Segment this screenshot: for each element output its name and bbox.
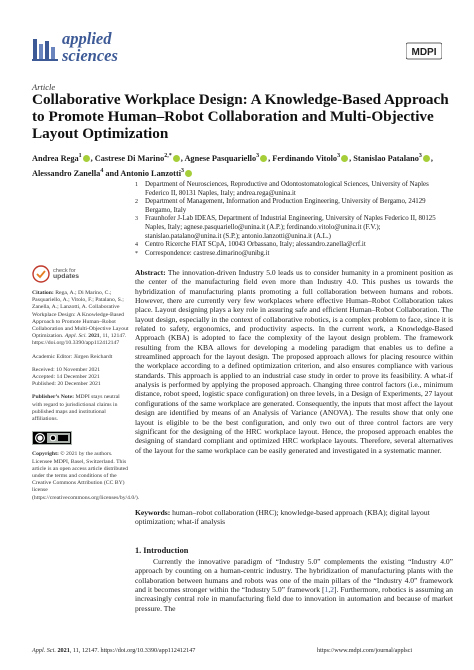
reference-link-2[interactable]: 2 xyxy=(330,585,335,595)
abstract-text: The innovation-driven Industry 5.0 leads us to consider humanity in a prominent position as the center of the manufacturing field even more than Industry 4.0. This pushes us towards the hybridization of manufacturing plants promoting a full collaboration between humans and robots. However, there are currently very few workplaces where effective Human–Robot Collaboration takes place. Layout designing plays a key role in assuring safe and efficient Human–Robot Collaboration. The layout design, especially in the context of collaborative robotics, is a complex problem to face, since it is related to safety, ergonomics, and productivity aspects. In the current work, a Knowledge-Based Approach (KBA) is adopted to face the complexity of the layout design problem. The framework resulting from the KBA allows for developing a modeling paradigm that enables us to define a streamlined approach for the layout design. The proposed approach allows for placing resource within the workplace according to a defined optimization criterion, and also ensures compliance with various standards. This approach is applied to an industrial case study in order to prove its feasibility. A what-if analysis is performed by applying the proposed approach. Changing three control factors (i.e., minimum distance, robot speed, logistic space configuration) on three levels, in a Design of Experiments, 27 layout configurations of the same workplace are generated. Consequently, the inputs that most affect the layout design are identified by means of an Analysis of Variance (ANOVA). The results show that only one layout is eligible to be the best configuration, and only two out of three control factors are very significant for the designing of the HRC workplace layout. Hence, the proposed approach enables the designing of standard compliant and optimized HRC workplace layouts. Therefore, several alternatives of the layout for the same workplace can be easily generated and investigated in a systematic manner. xyxy=(135,268,453,455)
footer-journal-link[interactable]: https://www.mdpi.com/journal/applsci xyxy=(317,647,413,654)
publisher-name: MDPI xyxy=(411,47,437,58)
publisher-note-label: Publisher’s Note: xyxy=(32,394,75,401)
publisher-note xyxy=(32,394,130,423)
footer-doi[interactable]: , 11, 12147. https://doi.org/10.3390/app112412147 xyxy=(69,647,196,654)
author-name[interactable]: Agnese Pasquariello xyxy=(184,153,257,163)
author-affiliation-sup: 3 xyxy=(418,153,422,159)
abstract-label: Abstract: xyxy=(135,268,166,277)
journal-logo-icon xyxy=(32,36,58,62)
accepted-date: Accepted: 14 December 2021 xyxy=(32,374,100,381)
affiliation-item xyxy=(135,250,453,259)
affiliation-text: Correspondence: castrese.dimarino@unibg.it xyxy=(145,249,270,257)
reference-separator: , xyxy=(328,585,331,595)
page-title: Collaborative Workplace Design: A Knowledge-Based Approach to Promote Human–Robot Collaboration and Multi-Objective Layout Optimization xyxy=(32,91,449,142)
citation-text: Rega, A.; Di Marino, C.; Pasquariello, A.; Vitolo, F.; Patalano, S.; Zanella, A.; Lanzotti, A. Collaborative Workplace Design: A Knowledge-Based Approach to Promote Human–Robot Collaboration and Multi-Objective Layout Optimization. xyxy=(32,290,129,340)
author-name[interactable]: Castrese Di Marino xyxy=(94,153,165,163)
affiliation-item xyxy=(135,181,453,198)
citation-journal: Appl. Sci. xyxy=(64,333,87,340)
author-affiliation-sup: 2,* xyxy=(164,153,172,159)
affiliation-number: * xyxy=(135,250,138,257)
check-updates-icon xyxy=(32,265,50,283)
publisher-note-text: MDPI stays neutral with regard to jurisdictional claims in published maps and institutional affiliations. xyxy=(32,394,120,423)
received-date: Received: 10 November 2021 xyxy=(32,366,101,373)
journal-name-line2: sciences xyxy=(62,46,118,65)
author-list: Andrea Rega$^1$ , Castrese Di Marino$^{2,*}$ , Agnese Pasquariello$^3$ , Ferdinando Vitolo$^3$ , Stanislao Patalano$^3$ , Alessandro Zanella$^4$ and Antonio Lanzotti$^3$ xyxy=(32,153,433,178)
mdpi-logo-icon xyxy=(406,42,442,60)
author-affiliation-sup: 4 xyxy=(100,167,104,174)
affiliations xyxy=(135,181,453,258)
orcid-icon[interactable] xyxy=(341,155,348,162)
check-updates-line1: check for xyxy=(53,267,76,274)
citation-label: Citation: xyxy=(32,290,54,296)
cc-by-license-icon[interactable] xyxy=(32,431,72,445)
keywords xyxy=(135,508,453,527)
author-name[interactable]: Alessandro Zanella xyxy=(32,168,101,178)
affiliation-item xyxy=(135,215,453,241)
footer-citation xyxy=(32,647,195,654)
affiliation-number: 1 xyxy=(135,182,138,188)
footer-year: 2021 xyxy=(57,647,70,654)
article-type: Article xyxy=(32,82,56,92)
affiliation-text: Department of Neurosciences, Reproductive and Odontostomatological Sciences, University of Naples Federico II, 80131 Naples, Italy; andrea.rega@unina.it xyxy=(145,181,429,197)
author-affiliation-sup: 3 xyxy=(337,153,341,159)
author-name[interactable]: Antonio Lanzotti xyxy=(120,168,182,178)
orcid-icon[interactable] xyxy=(423,155,430,162)
author-affiliation-sup: 3 xyxy=(181,167,185,174)
author-name[interactable]: Ferdinando Vitolo xyxy=(272,153,338,163)
published-date: Published: 20 December 2021 xyxy=(32,381,101,388)
section-heading-introduction: 1. Introduction xyxy=(135,546,189,555)
affiliation-text: Centro Ricerche FIAT SCpA, 10043 Orbassano, Italy; alessandro.zanella@crf.it xyxy=(145,241,366,249)
intro-text-before: Currently the innovative paradigm of “Industry 5.0” complements the existing “Industry 4.0” approach by counting on a human-centric industry. The hybridization of manufacturing plants with the collaboration between humans and robots was one of the main pillars of the “Industry 4.0” framework and it becomes stronger within the “Industry 5.0” framework [ xyxy=(135,557,453,595)
author-affiliation-sup: 1 xyxy=(78,153,82,159)
affiliation-text: Department of Management, Information and Production Engineering, University of Bergamo, 24129 Bergamo, Italy xyxy=(145,198,426,214)
journal-name-line1: applied xyxy=(62,29,112,48)
citation-year: 2021 xyxy=(88,333,100,340)
check-for-updates-button[interactable] xyxy=(32,262,104,286)
orcid-icon[interactable] xyxy=(260,155,267,162)
footer-journal: Appl. Sci. xyxy=(32,647,56,654)
copyright-text: © 2021 by the authors. Licensee MDPI, Basel, Switzerland. This article is an open access article distributed under the terms and conditions of the Creative Commons Attribution (CC BY) license (https://creativecommons.org/licenses/by/4.0/). xyxy=(32,451,140,501)
citation-rest[interactable]: , 11, 12147. https://doi.org/10.3390/app112412147 xyxy=(32,333,127,347)
citation-block xyxy=(32,290,130,348)
dates-block xyxy=(32,367,130,389)
introduction-paragraph xyxy=(135,557,453,613)
academic-editor: Academic Editor: Jürgen Reichardt xyxy=(32,353,113,360)
affiliation-item xyxy=(135,198,453,215)
keywords-label: Keywords: xyxy=(135,508,171,517)
keywords-text: human–robot collaboration (HRC); knowledge-based approach (KBA); digital layout optimization; what-if analysis xyxy=(135,508,430,527)
journal-name xyxy=(62,30,118,64)
intro-text-after: ]. Furthermore, robotics is assuming an increasingly central role in manufacturing field due to innovation in automation and because of market pressure. The xyxy=(135,585,453,613)
check-updates-line2: updates xyxy=(53,273,80,280)
orcid-icon[interactable] xyxy=(173,155,180,162)
affiliation-text: Fraunhofer J-Lab IDEAS, Department of Industrial Engineering, University of Naples Federico II, 80125 Naples, Italy; agnese.pasquariello@unina.it (A.P.); ferdinando.vitolo@unina.it (F.V.); stanislao.patalano@unina.it (S.P.); antonio.lanzotti@unina.it (A.L.) xyxy=(145,215,436,240)
author-name[interactable]: Stanislao Patalano xyxy=(353,153,419,163)
reference-link-1[interactable]: 1 xyxy=(324,585,329,595)
sidebar xyxy=(32,262,140,508)
orcid-icon[interactable] xyxy=(185,170,192,177)
orcid-icon[interactable] xyxy=(83,155,90,162)
author-affiliation-sup: 3 xyxy=(256,153,260,159)
author-name[interactable]: Andrea Rega xyxy=(32,153,79,163)
affiliation-number: 2 xyxy=(135,199,138,206)
abstract xyxy=(135,268,453,455)
affiliation-number: 3 xyxy=(135,216,138,223)
copyright-block xyxy=(32,451,140,501)
affiliation-item xyxy=(135,241,453,250)
affiliation-number: 4 xyxy=(135,242,138,249)
copyright-label: Copyright: xyxy=(32,451,59,458)
